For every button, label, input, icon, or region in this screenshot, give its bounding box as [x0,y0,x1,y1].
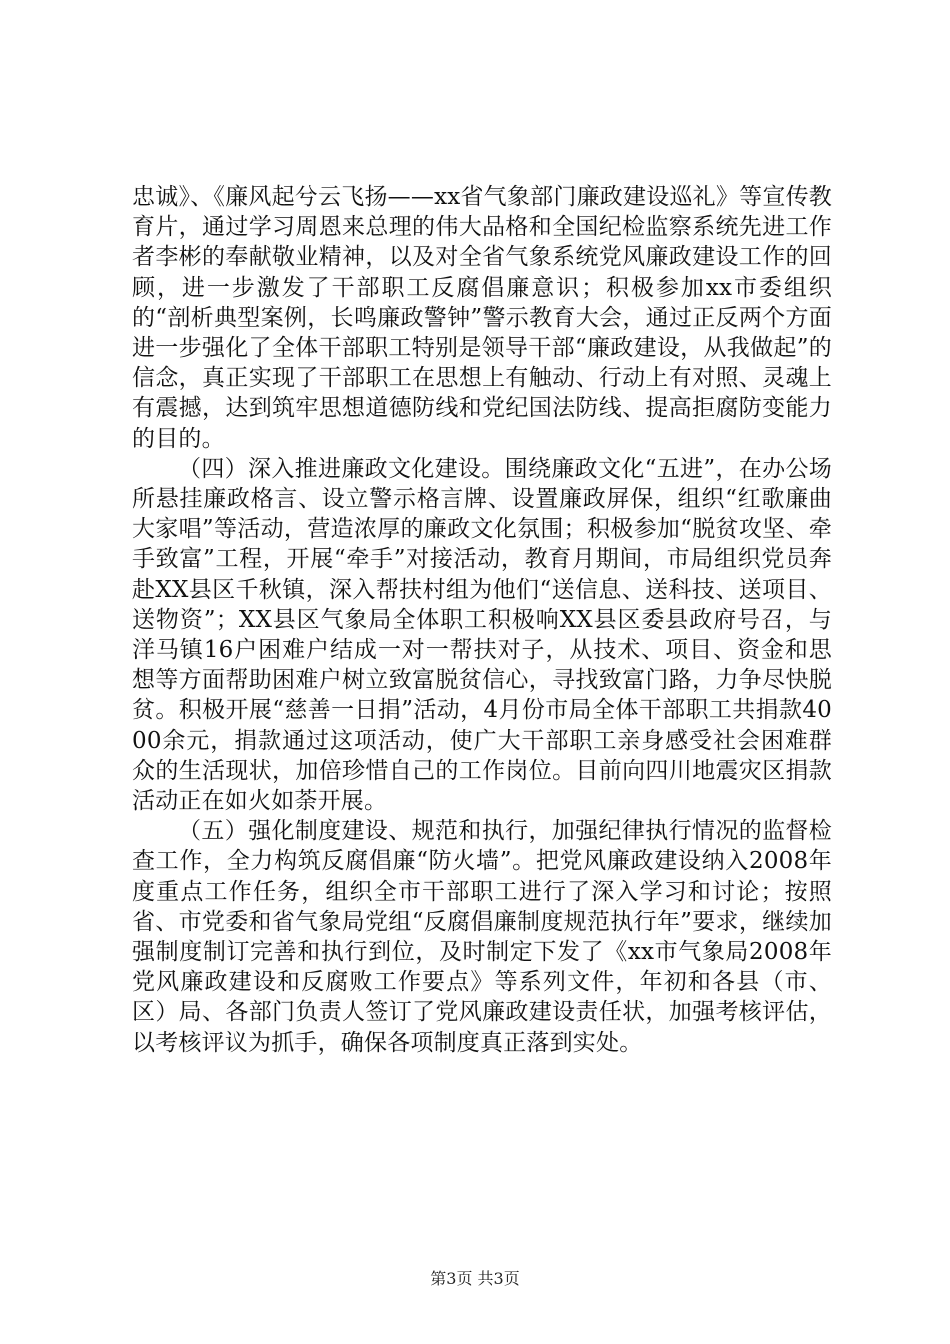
document-body [132,182,832,1058]
paragraph-system-building: （五）强化制度建设、规范和执行，加强纪律执行情况的监督检查工作，全力构筑反腐倡廉“防火墙”。把党风廉政建设纳入2008年度重点工作任务，组织全市干部职工进行了深入学习和讨论；按照省、市党委和省气象局党组“反腐倡廉制度规范执行年”要求，继续加强制度制订完善和执行到位，及时制定下发了《xx市气象局2008年党风廉政建设和反腐败工作要点》等系列文件，年初和各县（市、区）局、各部门负责人签订了党风廉政建设责任状，加强考核评估，以考核评议为抓手，确保各项制度真正落到实处。 [132,818,832,1056]
page-number-footer: 第3页 共3页 [430,1269,520,1288]
paragraph-integrity-films: 忠诚》、《廉风起兮云飞扬——xx省气象部门廉政建设巡礼》等宣传教育片，通过学习周恩来总理的伟大品格和全国纪检监察系统先进工作者李彬的奉献敬业精神，以及对全省气象系统党风廉政建设工作的回顾，进一步激发了干部职工反腐倡廉意识；积极参加xx市委组织的“剖析典型案例，长鸣廉政警钟”警示教育大会，通过正反两个方面进一步强化了全体干部职工特别是领导干部“廉政建设，从我做起”的信念，真正实现了干部职工在思想上有触动、行动上有对照、灵魂上有震撼，达到筑牢思想道德防线和党纪国法防线、提高拒腐防变能力的目的。 [132,184,832,452]
paragraph-anti-corruption-culture: （四）深入推进廉政文化建设。围绕廉政文化“五进”，在办公场所悬挂廉政格言、设立警示格言牌、设置廉政屏保，组织“红歌廉曲大家唱”等活动，营造浓厚的廉政文化氛围；积极参加“脱贫攻坚、牵手致富”工程，开展“牵手”对接活动，教育月期间，市局组织党员奔赴XX县区千秋镇，深入帮扶村组为他们“送信息、送科技、送项目、送物资”；XX县区气象局全体职工积极响XX县区委县政府号召，与洋马镇16户困难户结成一对一帮扶对子，从技术、项目、资金和思想等方面帮助困难户树立致富脱贫信心，寻找致富门路，力争尽快脱贫。积极开展“慈善一日捐”活动，4月份市局全体干部职工共捐款4000余元，捐款通过这项活动，使广大干部职工亲身感受社会困难群众的生活现状，加倍珍惜自己的工作岗位。目前向四川地震灾区捐款活动正在如火如荼开展。 [132,455,832,815]
